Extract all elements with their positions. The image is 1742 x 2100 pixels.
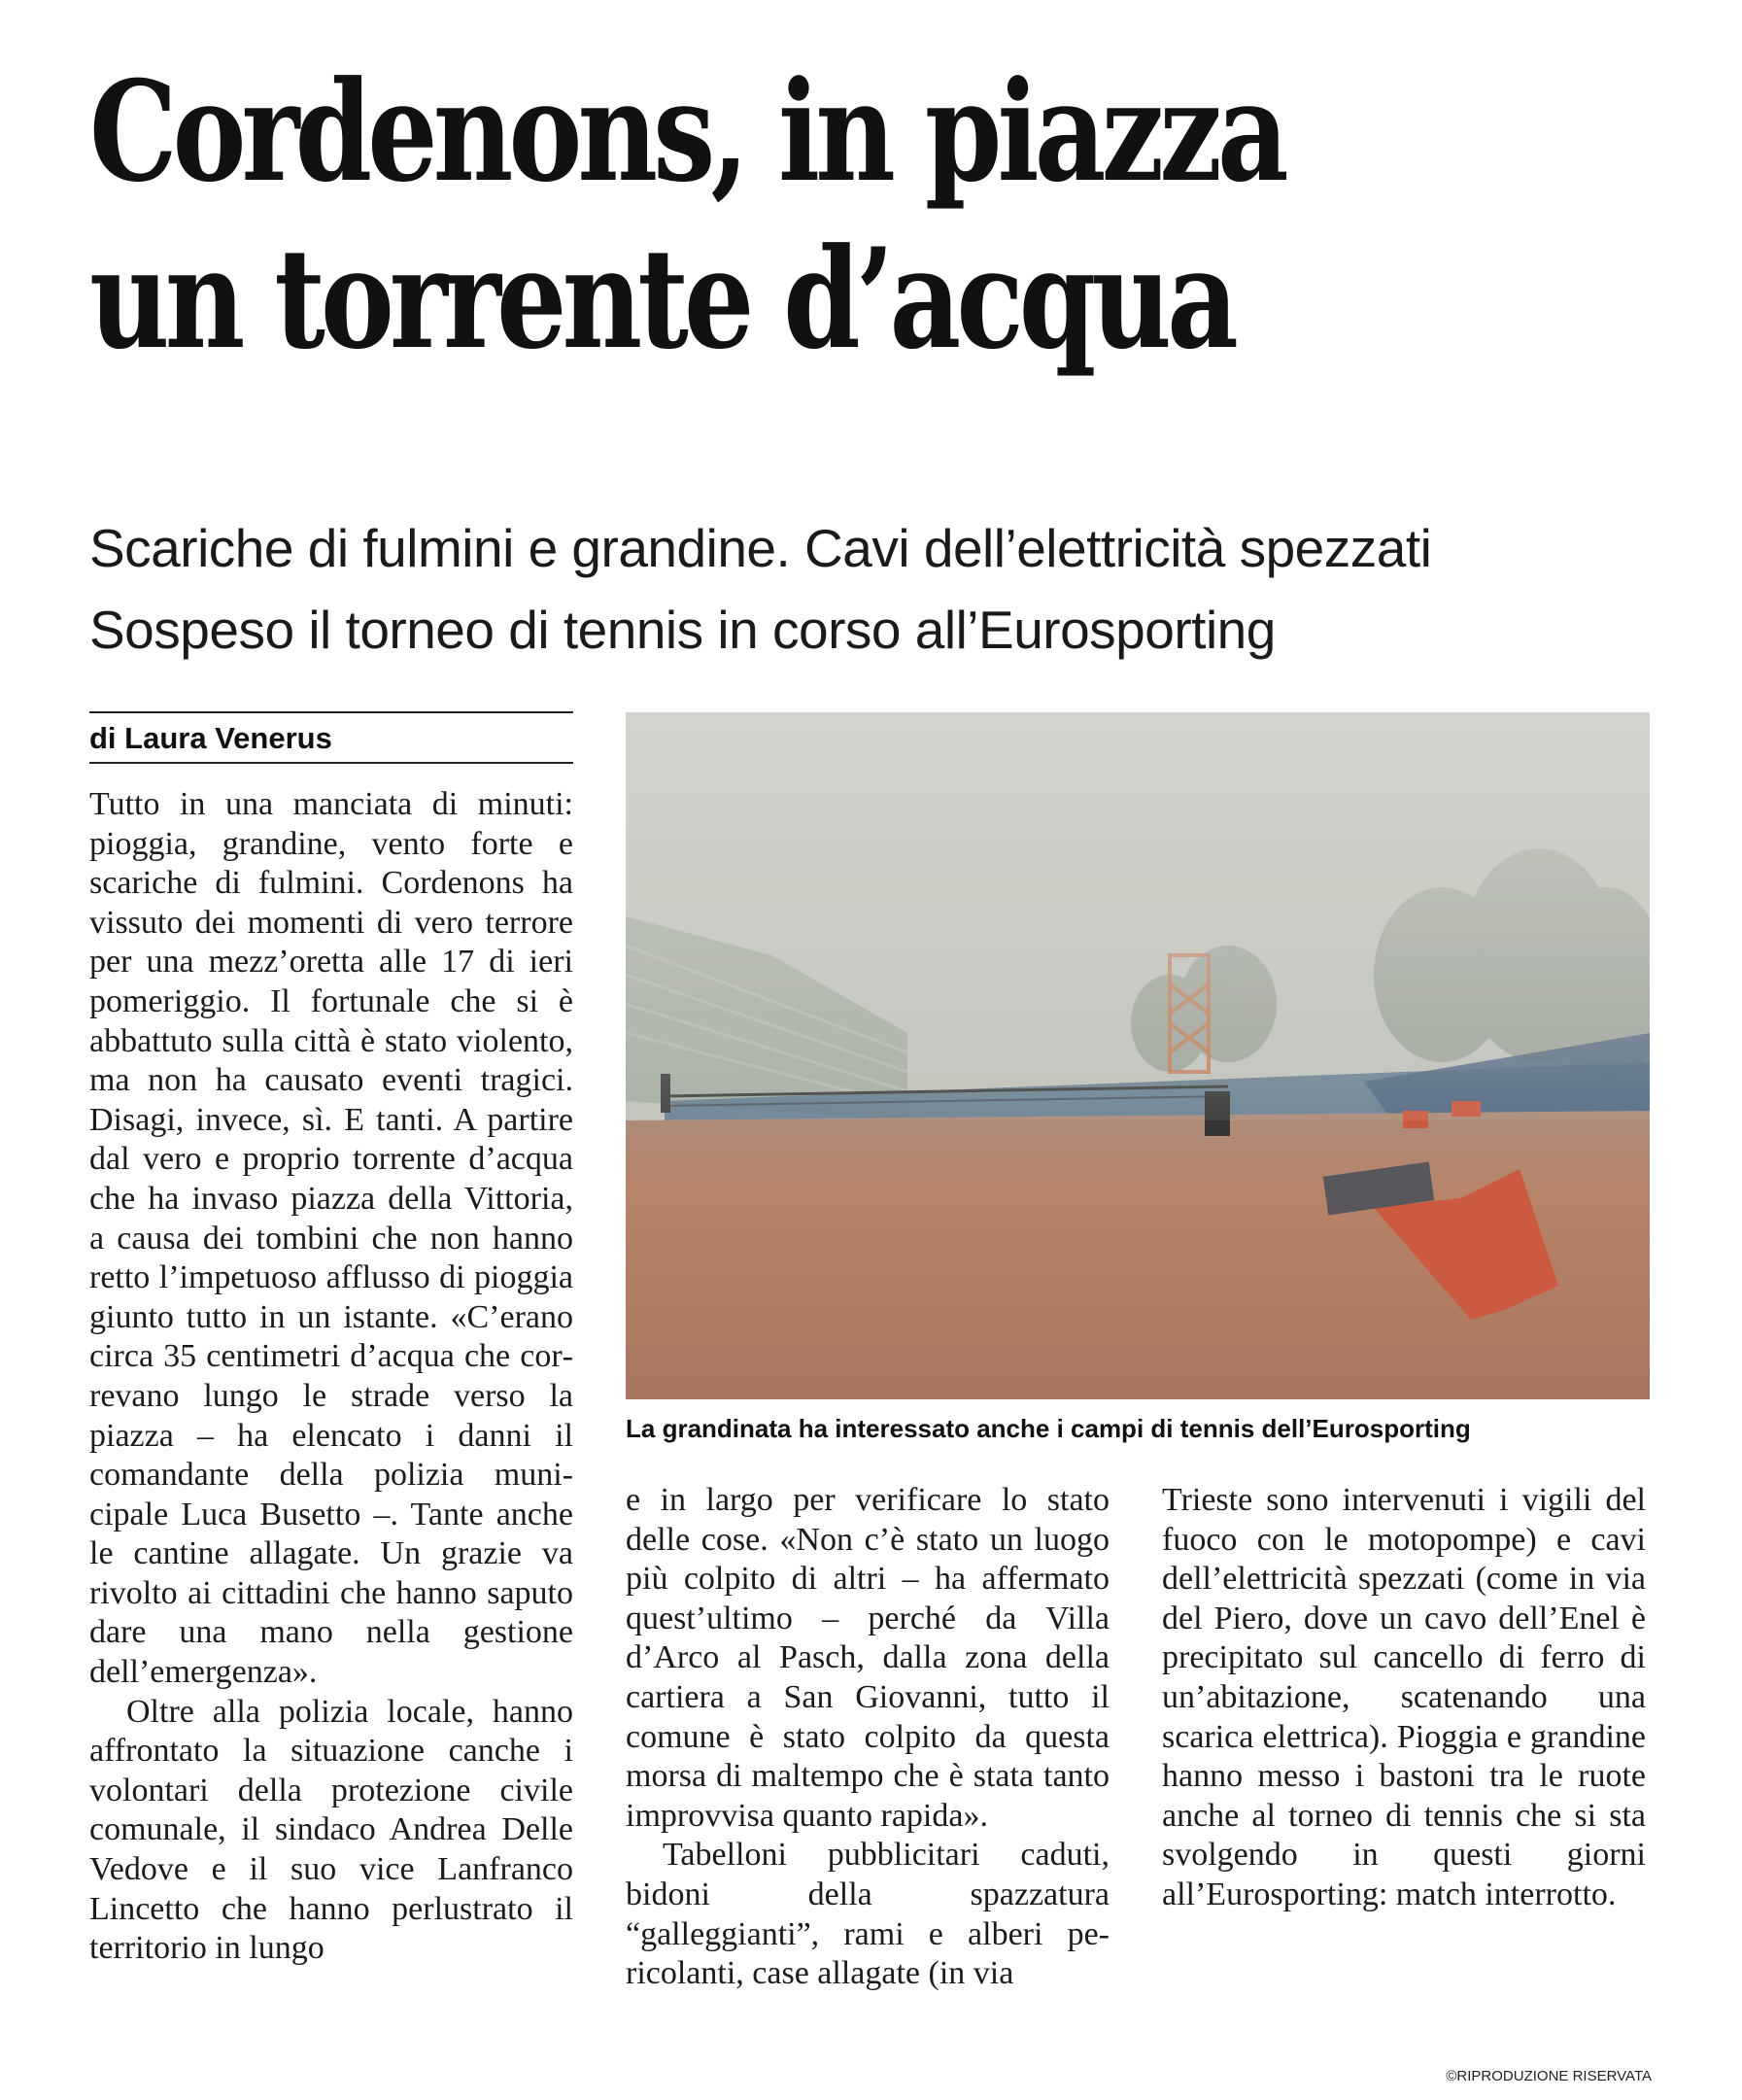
body-column-3 bbox=[1162, 1481, 1646, 1915]
body-paragraph-1: Tutto in una manciata di minuti: pioggia, grandine, vento forte e scariche di fulmini. Cordenons ha vissuto dei momenti di vero terrore per una mezz’oretta alle 17 di ieri pomeriggio. Il fortunale che si è abbattuto sulla città è stato violento, ma non ha causato eventi tragici. Disagi, invece, sì. E tanti. A partire dal vero e proprio torrente d’acqua che ha invaso piazza della Vittoria, a causa dei tombini che non hanno retto l’impetuoso afflusso di pioggia giunto tutto in un istante. «C’erano circa 35 centimetri d’acqua che correvano lungo le strade verso la piazza – ha elencato i danni il comandante della polizia municipale Luca Busetto –. Tante anche le cantine allagate. Un grazie va rivolto ai cittadini che hanno saputo dare una mano nella gestione dell’emergenza». bbox=[89, 786, 573, 1691]
subheadline-line-1: Scariche di fulmini e grandine. Cavi dell’elettricità spezzati bbox=[89, 518, 1432, 578]
copyright-notice: ©RIPRODUZIONE RISERVATA bbox=[1446, 2068, 1652, 2084]
headline-line-2: un torrente d’acqua bbox=[89, 219, 1235, 380]
photo-tennis-court-hailstorm bbox=[626, 712, 1650, 1399]
byline: di Laura Venerus bbox=[89, 721, 332, 755]
headline-line-1: Cordenons, in piazza bbox=[89, 52, 1284, 213]
subheadline-line-2: Sospeso il torneo di tennis in corso all’Eurosporting bbox=[89, 600, 1276, 660]
byline-rule-top bbox=[89, 711, 573, 713]
headline bbox=[89, 49, 1364, 383]
body-paragraph-2: Oltre alla polizia locale, hanno affrontato la situazione canche i volontari della protezione civile comunale, il sindaco Andrea Delle Vedove e il suo vice Lanfranco Lincetto che hanno perlustrato il territorio in lungo bbox=[89, 1693, 573, 1967]
body-paragraph-3: e in largo per verificare lo stato delle cose. «Non c’è stato un luogo più colpito di altri – ha affermato quest’ultimo – perché da Villa d’Arco al Pasch, dalla zona della cartiera a San Giovanni, tutto il comune è stato colpito da questa morsa di maltempo che è stata tanto improvvisa quanto rapida». bbox=[626, 1482, 1110, 1834]
body-column-1 bbox=[89, 785, 573, 1969]
subheadline bbox=[89, 507, 1663, 671]
body-column-2 bbox=[626, 1481, 1110, 1994]
body-paragraph-5: Trieste sono intervenuti i vigili del fuoco con le motopompe) e cavi dell’elettricità spezzati (come in via del Piero, dove un cavo dell’Enel è precipitato sul cancello di ferro di un’abitazione, scatenando una scarica elettrica). Pioggia e grandine hanno messo i bastoni tra le ruote anche al torneo di tennis che si sta svolgendo in questi giorni all’Eurosporting: match interrotto. bbox=[1162, 1482, 1646, 1912]
byline-rule-bottom bbox=[89, 762, 573, 764]
photo-caption: La grandinata ha interessato anche i campi di tennis dell’Eurosporting bbox=[626, 1414, 1471, 1443]
body-paragraph-4: Tabelloni pubblicitari caduti, bidoni della spazzatura “galleggianti”, rami e alberi pericolanti, case allagate (in via bbox=[626, 1837, 1110, 1992]
